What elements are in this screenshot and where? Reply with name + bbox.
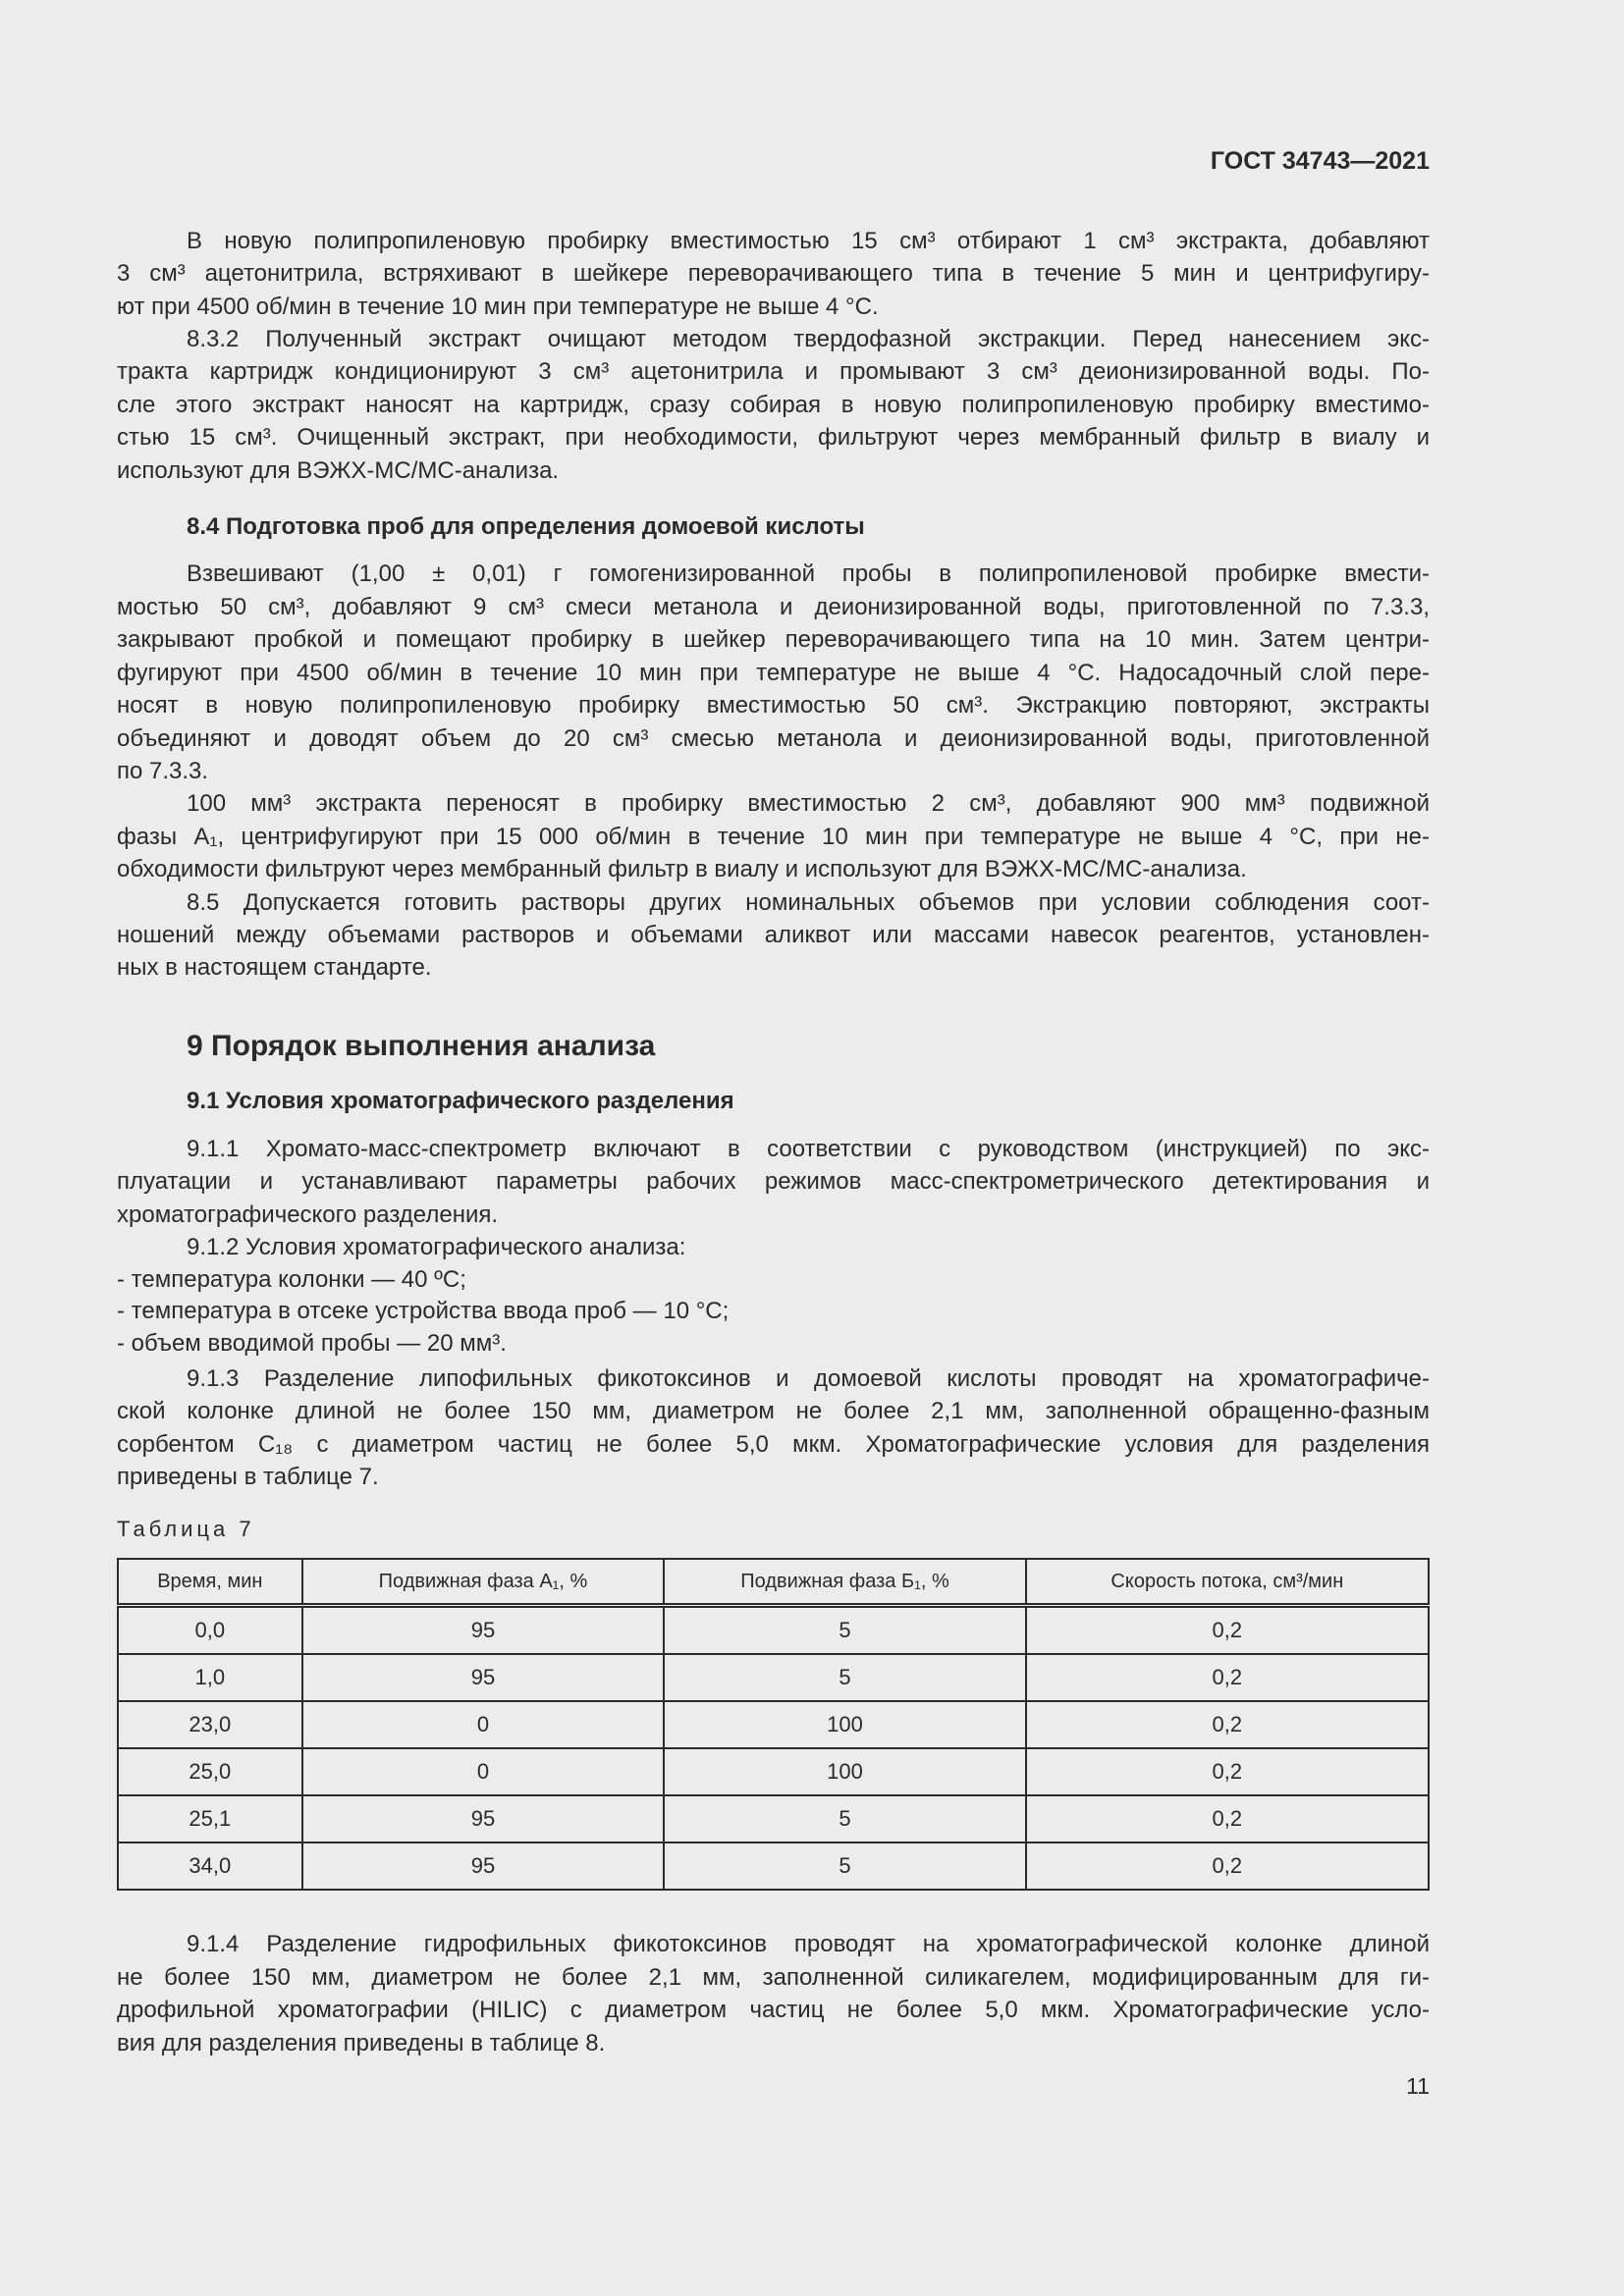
- paragraph-line: 9.1.3 Разделение липофильных фикотоксинов и домоевой кислоты проводят на хроматографиче-: [187, 1364, 1430, 1392]
- paragraph-line: сле этого экстракт наносят на картридж, сразу собирая в новую полипропиленовую пробирку вместимо-: [117, 392, 1430, 419]
- table-cell: 0: [302, 1748, 665, 1795]
- column-header: Подвижная фаза А₁, %: [302, 1559, 665, 1606]
- table-cell: 0,2: [1026, 1795, 1429, 1842]
- paragraph-line: ных в настоящем стандарте.: [117, 953, 432, 981]
- page-number: 11: [1406, 2073, 1430, 2099]
- table-row: [118, 1795, 1429, 1842]
- table-cell: 95: [302, 1654, 665, 1701]
- table-cell: 0,0: [118, 1606, 302, 1655]
- table-cell: 5: [664, 1842, 1025, 1890]
- table-cell: 95: [302, 1606, 665, 1655]
- table-cell: 34,0: [118, 1842, 302, 1890]
- paragraph-line: тракта картридж кондиционируют 3 см³ ацетонитрила и промывают 3 см³ деионизированной воды. По-: [117, 357, 1430, 385]
- section-heading-9: 9 Порядок выполнения анализа: [187, 1030, 656, 1063]
- table-cell: 5: [664, 1795, 1025, 1842]
- document-header-id: ГОСТ 34743—2021: [1210, 147, 1430, 175]
- section-heading-9-1: 9.1 Условия хроматографического разделения: [187, 1087, 734, 1114]
- table-row: [118, 1748, 1429, 1795]
- paragraph-line: плуатации и устанавливают параметры рабочих режимов масс-спектрометрического детектирования и: [117, 1167, 1430, 1195]
- table-cell: 1,0: [118, 1654, 302, 1701]
- table-cell: 95: [302, 1795, 665, 1842]
- table-cell: 23,0: [118, 1701, 302, 1748]
- table-row: [118, 1654, 1429, 1701]
- paragraph-line: сорбентом C₁₈ с диаметром частиц не более 5,0 мкм. Хроматографические условия для разделения: [117, 1431, 1430, 1459]
- paragraph-line: 100 мм³ экстракта переносят в пробирку вместимостью 2 см³, добавляют 900 мм³ подвижной: [187, 789, 1430, 817]
- paragraph-line: 9.1.2 Условия хроматографического анализа:: [187, 1233, 686, 1260]
- paragraph-line: фугируют при 4500 об/мин в течение 10 мин при температуре не выше 4 °С. Надосадочный слой пере-: [117, 660, 1430, 687]
- table-row: [118, 1701, 1429, 1748]
- column-header: Скорость потока, см³/мин: [1026, 1559, 1429, 1606]
- paragraph-line: используют для ВЭЖХ-МС/МС-анализа.: [117, 457, 560, 485]
- section-heading-8-4: 8.4 Подготовка проб для определения домоевой кислоты: [187, 512, 865, 540]
- paragraph-line: Взвешивают (1,00 ± 0,01) г гомогенизированной пробы в полипропиленовой пробирке вмести-: [187, 560, 1430, 587]
- paragraph-line: В новую полипропиленовую пробирку вместимостью 15 см³ отбирают 1 см³ экстракта, добавляют: [187, 228, 1430, 255]
- paragraph-line: ношений между объемами растворов и объемами аликвот или массами навесок реагентов, установлен-: [117, 922, 1430, 949]
- paragraph-line: объединяют и доводят объем до 20 см³ смесью метанола и деионизированной воды, приготовленной: [117, 725, 1430, 753]
- paragraph-line: 3 см³ ацетонитрила, встряхивают в шейкере переворачивающего типа в течение 5 мин и центрифугиру-: [117, 259, 1430, 287]
- table-cell: 100: [664, 1748, 1025, 1795]
- paragraph-line: вия для разделения приведены в таблице 8.: [117, 2030, 606, 2057]
- paragraph-line: дрофильной хроматографии (HILIC) с диаметром частиц не более 5,0 мкм. Хроматографические усло-: [117, 1996, 1430, 2023]
- table-cell: 0,2: [1026, 1748, 1429, 1795]
- table-cell: 0,2: [1026, 1842, 1429, 1890]
- table-row: [118, 1842, 1429, 1890]
- table-cell: 0,2: [1026, 1701, 1429, 1748]
- table-cell: 0,2: [1026, 1654, 1429, 1701]
- table-cell: 100: [664, 1701, 1025, 1748]
- paragraph-line: ской колонке длиной не более 150 мм, диаметром не более 2,1 мм, заполненной обращенно-фазным: [117, 1397, 1430, 1424]
- paragraph-line: носят в новую полипропиленовую пробирку вместимостью 50 см³. Экстракцию повторяют, экстракты: [117, 691, 1430, 719]
- paragraph-line: 9.1.1 Хромато-масс-спектрометр включают в соответствии с руководством (инструкцией) по экс-: [187, 1135, 1430, 1162]
- paragraph-line: мостью 50 см³, добавляют 9 см³ смеси метанола и деионизированной воды, приготовленной по 7.3.3,: [117, 593, 1430, 620]
- table-cell: 0,2: [1026, 1606, 1429, 1655]
- table-cell: 5: [664, 1606, 1025, 1655]
- table-row: [118, 1606, 1429, 1655]
- paragraph-line: по 7.3.3.: [117, 758, 209, 785]
- paragraph-line: 9.1.4 Разделение гидрофильных фикотоксинов проводят на хроматографической колонке длиной: [187, 1930, 1430, 1957]
- column-header: Подвижная фаза Б₁, %: [664, 1559, 1025, 1606]
- paragraph-line: 8.3.2 Полученный экстракт очищают методом твердофазной экстракции. Перед нанесением экс-: [187, 326, 1430, 353]
- table-7: [117, 1558, 1430, 1891]
- paragraph-line: обходимости фильтруют через мембранный фильтр в виалу и используют для ВЭЖХ-МС/МС-анализа.: [117, 855, 1247, 882]
- paragraph-line: - температура в отсеке устройства ввода проб — 10 °С;: [117, 1298, 730, 1325]
- table-cell: 25,0: [118, 1748, 302, 1795]
- paragraph-line: ют при 4500 об/мин в течение 10 мин при температуре не выше 4 °С.: [117, 294, 879, 321]
- paragraph-line: 8.5 Допускается готовить растворы других номинальных объемов при условии соблюдения соот-: [187, 889, 1430, 917]
- table-cell: 25,1: [118, 1795, 302, 1842]
- paragraph-line: фазы А₁, центрифугируют при 15 000 об/мин в течение 10 мин при температуре не выше 4 °С, при не-: [117, 824, 1430, 851]
- table-caption: Таблица 7: [117, 1517, 255, 1541]
- table-cell: 0: [302, 1701, 665, 1748]
- paragraph-line: закрывают пробкой и помещают пробирку в шейкер переворачивающего типа на 10 мин. Затем центри-: [117, 625, 1430, 653]
- table-header-row: [118, 1559, 1429, 1606]
- paragraph-line: - температура колонки — 40 ºС;: [117, 1265, 466, 1293]
- paragraph-line: - объем вводимой пробы — 20 мм³.: [117, 1330, 507, 1358]
- table-cell: 95: [302, 1842, 665, 1890]
- table-cell: 5: [664, 1654, 1025, 1701]
- paragraph-line: хроматографического разделения.: [117, 1201, 499, 1228]
- column-header: Время, мин: [118, 1559, 302, 1606]
- paragraph-line: стью 15 см³. Очищенный экстракт, при необходимости, фильтруют через мембранный фильтр в виалу и: [117, 423, 1430, 451]
- paragraph-line: приведены в таблице 7.: [117, 1463, 379, 1490]
- table-body: [118, 1606, 1429, 1891]
- paragraph-line: не более 150 мм, диаметром не более 2,1 мм, заполненной силикагелем, модифицированным для ги-: [117, 1964, 1430, 1992]
